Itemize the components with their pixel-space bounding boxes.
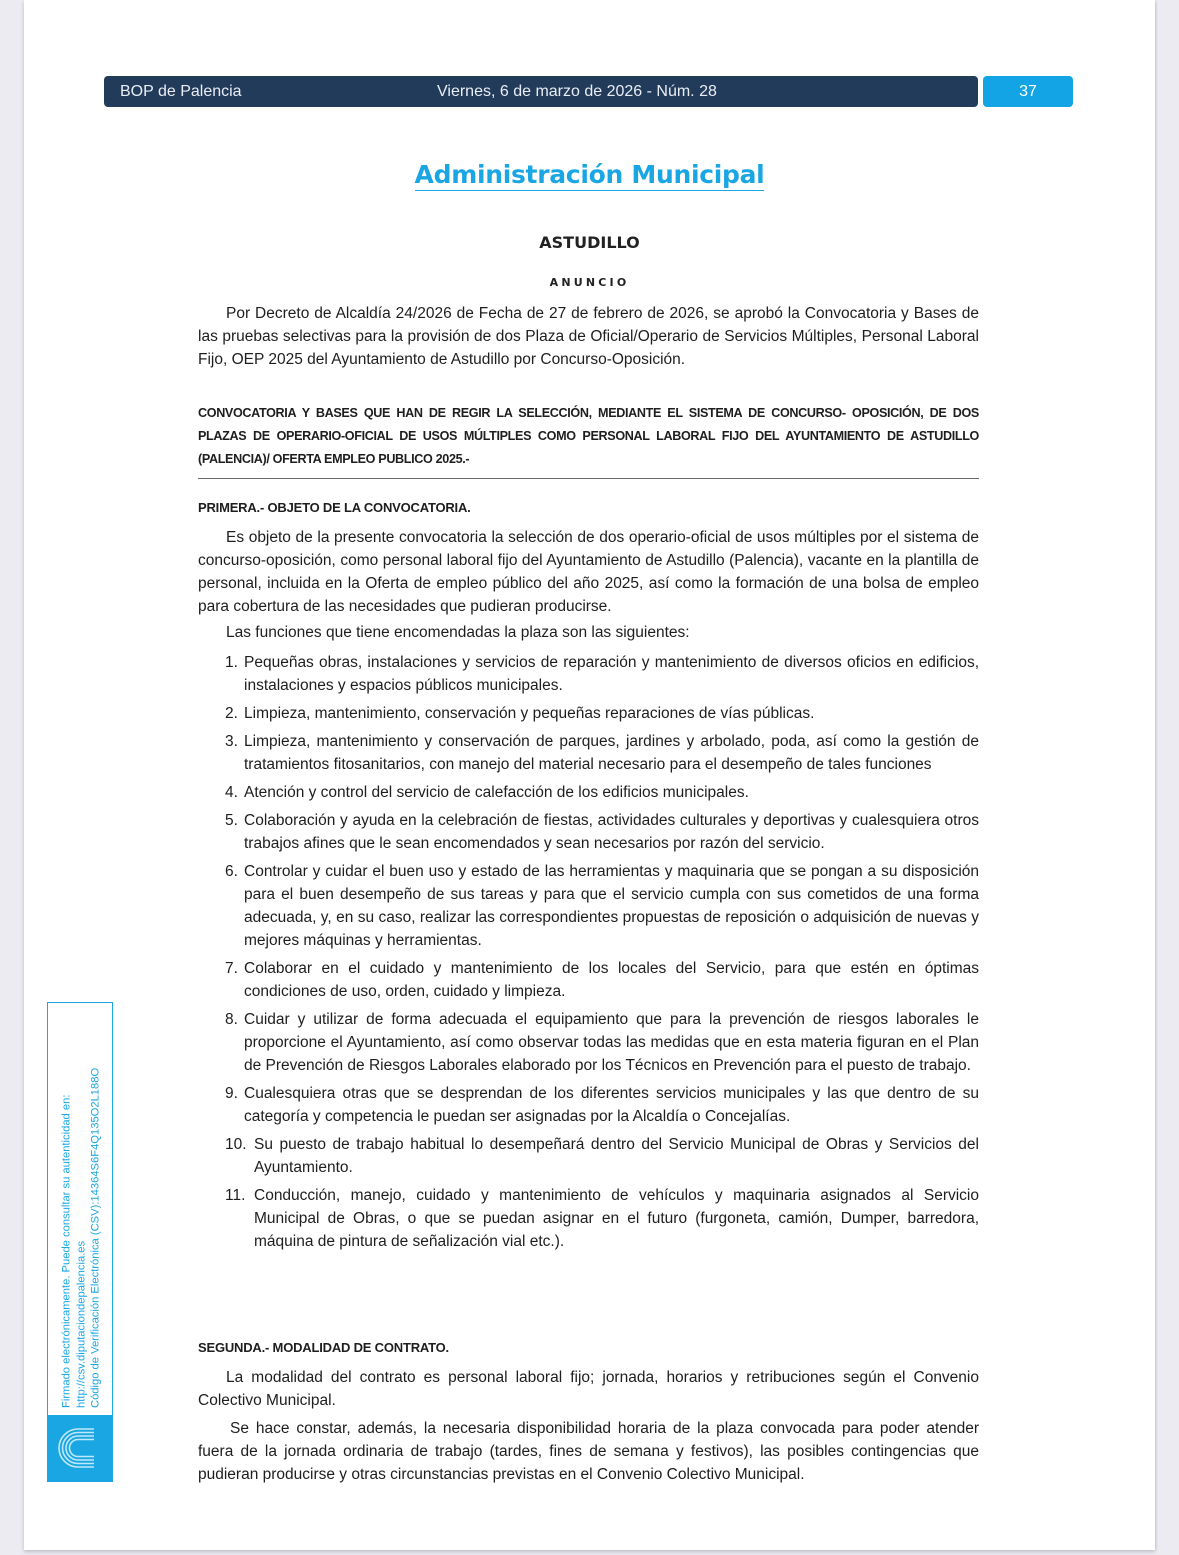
divider [198,478,979,479]
municipality-name: ASTUDILLO [539,233,640,252]
list-item: 1. Pequeñas obras, instalaciones y servicios de reparación y mantenimiento de diversos oficios en edificios, instalaciones y espacios públicos municipales. [225,654,979,694]
list-item: 8. Cuidar y utilizar de forma adecuada el equipamiento que para la prevención de riesgos laborales le proporcione el Ayuntamiento, así como observar todas las medidas que en esta materia figuran en el Plan de Prevención de Riesgos Laborales elaborado por los Técnicos en Prevención para el puesto de trabajo. [225,1011,979,1074]
functions-intro: Las funciones que tiene encomendadas la plaza son las siguientes: [226,624,690,641]
section-title [24,160,1155,189]
primera-heading: PRIMERA.- OBJETO DE LA CONVOCATORIA. [198,500,471,515]
list-item: 11. Conducción, manejo, cuidado y mantenimiento de vehículos y maquinaria asignados al Servicio Municipal de Obras, o que se puedan asignar en el futuro (furgoneta, camión, Dumper, barredora, máquina de pintura de señalización vial etc.). [225,1187,979,1250]
intro-block [198,302,979,371]
bulletin-header [104,76,978,107]
primera-paragraph: Es objeto de la presente convocatoria la selección de dos operario-oficial de usos múltiples por el sistema de concurso-oposición, como personal laboral fijo del Ayuntamiento de Astudillo (Palencia), vacante en la plantilla de personal, incluida en la Oferta de empleo público del año 2025, así como la formación de una bolsa de empleo para cobertura de las necesidades que pudieran producirse. [198,529,979,615]
issue-date: Viernes, 6 de marzo de 2026 - Núm. 28 [437,83,717,100]
list-item: 2. Limpieza, mantenimiento, conservación y pequeñas reparaciones de vías públicas. [225,705,815,722]
segunda-paragraph-1: La modalidad del contrato es personal laboral fijo; jornada, horarios y retribuciones según el Convenio Colectivo Municipal. [198,1369,979,1409]
segunda-paragraph-2: Se hace constar, además, la necesaria disponibilidad horaria de la plaza convocada para poder atender fuera de la jornada ordinaria de trabajo (tardes, fines de semana y festivos), las posibles contingencias que pudieran producirse y otras circunstancias previstas en el Convenio Colectivo Municipal. [198,1420,979,1483]
intro-paragraph: Por Decreto de Alcaldía 24/2026 de Fecha de 27 de febrero de 2026, se aprobó la Convocatoria y Bases de las pruebas selectivas para la provisión de dos Plaza de Oficial/Operario de Servicios Múltiples, Personal Laboral Fijo, OEP 2025 del Ayuntamiento de Astudillo por Concurso-Oposición. [198,305,979,368]
list-item: 7. Colaborar en el cuidado y mantenimiento de los locales del Servicio, para que estén en óptimas condiciones de uso, orden, cuidado y limpieza. [225,960,979,1000]
convocatoria-heading: CONVOCATORIA Y BASES QUE HAN DE REGIR LA SELECCIÓN, MEDIANTE EL SISTEMA DE CONCURSO- OPOSICIÓN, DE DOS PLAZAS DE OPERARIO-OFICIAL DE USOS MÚLTIPLES COMO PERSONAL LABORAL FIJO DEL AYUNTAMIENTO DE ASTUDILLO (PALENCIA)/ OFERTA EMPLEO PUBLICO 2025.- [198,406,979,466]
page-number-badge: 37 [983,76,1073,107]
list-item: 4. Atención y control del servicio de calefacción de los edificios municipales. [225,784,749,801]
stamp-text [48,1003,114,1413]
stamp-line-signed: Firmado electrónicamente. Puede consultar su autenticidad en: [60,1094,73,1408]
list-item: 6. Controlar y cuidar el buen uso y estado de las herramientas y maquinaria que se pongan a su disposición para el buen desempeño de sus tareas y para que el servicio cumpla con sus cometidos de una forma adecuada, y, en su caso, realizar las correspondientes propuestas de reposición o adquisición de nuevas y mejores máquinas y herramientas. [225,863,979,949]
segunda-body [198,1366,979,1486]
list-item: 10. Su puesto de trabajo habitual lo desempeñará dentro del Servicio Municipal de Obras y Servicios del Ayuntamiento. [225,1136,979,1176]
section-title-text: Administración Municipal [414,160,765,189]
list-item: 3. Limpieza, mantenimiento y conservación de parques, jardines y arbolado, poda, así como la gestión de tratamientos fitosanitarios, con manejo del material necesario para el desempeño de tales funciones [225,733,979,773]
primera-body [198,526,979,644]
list-item: 5. Colaboración y ayuda en la celebración de fiestas, actividades culturales y deportivas y cualesquiera otros trabajos afines que le sean encomendados y sean necesarios por razón del servicio. [225,812,979,852]
document-page [24,0,1155,1550]
segunda-heading: SEGUNDA.- MODALIDAD DE CONTRATO. [198,1340,449,1355]
list-item: 9. Cualesquiera otras que se desprendan de los diferentes servicios municipales y las que dentro de su categoría y competencia le puedan ser asignadas por la Alcaldía o Concejalías. [225,1085,979,1125]
stamp-line-url[interactable]: http://csv.diputaciondepalencia.es [74,1240,87,1408]
publication-name: BOP de Palencia [120,83,242,100]
verification-stamp [47,1002,113,1482]
notice-label: ANUNCIO [549,276,630,289]
functions-list [198,651,979,1258]
stamp-line-csv: Código de Verificación Electrónica (CSV):14364S6F4Q135O2L188O [89,1067,102,1408]
diputacion-logo-icon [48,1415,112,1481]
